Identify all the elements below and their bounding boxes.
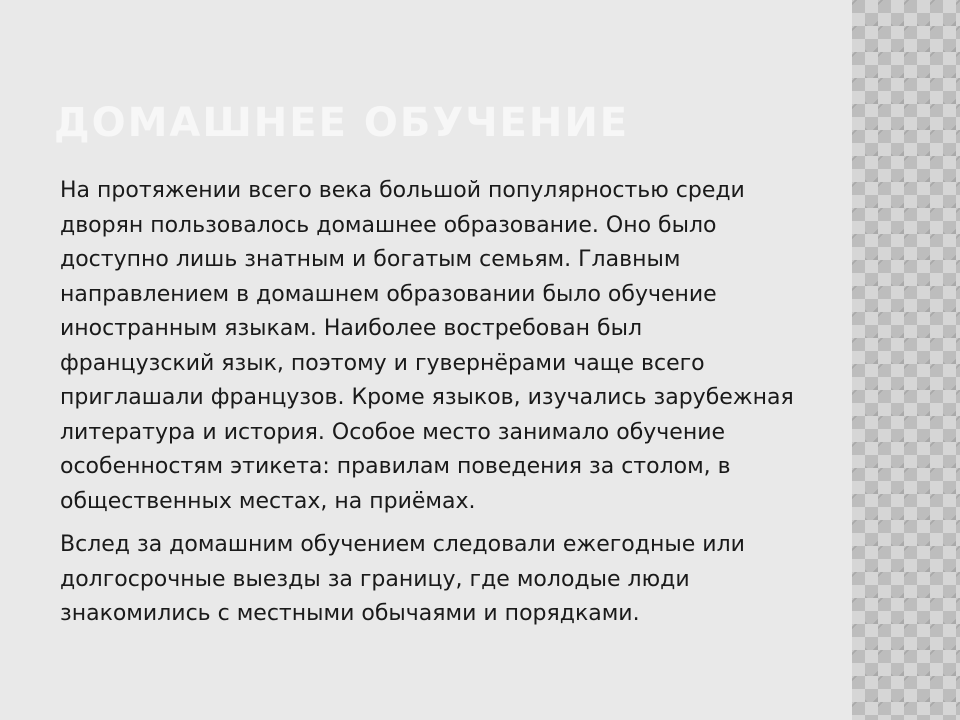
- body-paragraph-1: На протяжении всего века большой популярностью среди дворян пользовалось домашнее образование. Оно было доступно лишь знатным и богатым семьям. Главным направлением в домашнем образовании было обучение иностранным языкам. Наиболее востребован был французский язык, поэтому и гувернёрами чаще всего приглашали французов. Кроме языков, изучались зарубежная литература и история. Особое место занимало обучение особенностям этикета: правилам поведения за столом, в общественных местах, на приёмах.: [60, 178, 794, 514]
- decorative-side-panel: [852, 0, 960, 720]
- slide-body: [60, 174, 800, 641]
- slide-title: ДОМАШНЕЕ ОБУЧЕНИЕ: [54, 100, 630, 146]
- body-paragraph-2: Вслед за домашним обучением следовали ежегодные или долгосрочные выезды за границу, где молодые люди знакомились с местными обычаями и порядками.: [60, 532, 745, 626]
